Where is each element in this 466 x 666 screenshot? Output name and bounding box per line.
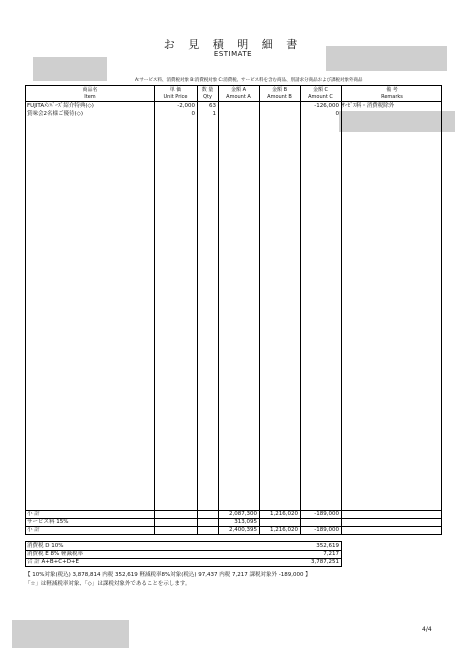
- document-subtitle: ESTIMATE: [213, 50, 253, 58]
- col-divider: [341, 86, 342, 534]
- col-header-unit-price: 単 価 Unit Price: [163, 87, 188, 100]
- col-divider: [300, 86, 301, 534]
- tax-value: 352,619: [316, 543, 339, 549]
- summary-amount-b: 1,216,020: [270, 511, 298, 517]
- row-unit-price: 0: [191, 111, 195, 117]
- row-qty: 63: [209, 103, 216, 109]
- col-header-item: 商品名 Item: [82, 87, 98, 100]
- col-divider: [197, 86, 198, 534]
- summary-label: 小 計: [27, 511, 40, 517]
- summary-label: 小 計: [27, 527, 40, 533]
- col-header-amount-c: 金額 C Amount C: [308, 87, 333, 100]
- row-item: FUJITAﾒﾝﾊﾞｰｽﾞ紹介特典(◇): [27, 103, 94, 109]
- row-remarks: ｻｰﾋﾞｽ料・消費税除外: [342, 103, 395, 109]
- total-label: 合 計 A+B+C+D+E: [27, 559, 80, 565]
- tax-breakdown-note: 【 10%対象(税込) 3,878,814 内税 352,619 軽減税率8%対象(税込) 97,437 内税 7,217 課税対象外 -189,000 】: [25, 572, 311, 578]
- col-divider: [154, 86, 155, 534]
- row-amount-c: -126,000: [314, 103, 339, 109]
- redacted-block-bottom-left: [12, 620, 129, 648]
- tax-summary-box: [25, 541, 342, 567]
- summary-amount-a: 2,087,300: [229, 511, 257, 517]
- summary-amount-c: -189,000: [314, 511, 339, 517]
- tax-value: 7,217: [323, 551, 339, 557]
- col-header-amount-a: 金額 A Amount A: [226, 87, 251, 100]
- col-header-remarks: 備 考 Remarks: [381, 87, 403, 100]
- summary-amount-a: 2,400,395: [229, 527, 257, 533]
- summary-amount-b: 1,216,020: [270, 527, 298, 533]
- tax-label: 消費税 E 8% 軽減税率: [27, 551, 83, 557]
- col-divider: [259, 86, 260, 534]
- redacted-block-top-left: [33, 57, 107, 81]
- col-header-amount-b: 金額 B Amount B: [267, 87, 292, 100]
- estimate-table: [25, 85, 442, 535]
- tax-legend: A:サービス料、消費税対象 B:消費税対象 C:消費税、サービス料を含む商品、別請求分商品および課税対象外商品: [135, 78, 363, 83]
- col-divider: [218, 86, 219, 534]
- page-number: 4/4: [422, 626, 432, 633]
- summary-amount-c: -189,000: [314, 527, 339, 533]
- row-item: 賞味会2名様ご優待(◇): [27, 111, 84, 117]
- summary-amount-a: 313,095: [234, 519, 257, 525]
- symbol-legend-note: 「☆」は軽減税率対象、「◇」は課税対象外であることを示します。: [25, 581, 191, 587]
- document-title: お 見 積 明 細 書: [163, 38, 303, 51]
- total-value: 3,787,251: [311, 559, 339, 565]
- row-amount-c: 0: [335, 111, 339, 117]
- row-unit-price: -2,000: [177, 103, 195, 109]
- row-qty: 1: [212, 111, 216, 117]
- tax-label: 消費税 D 10%: [27, 543, 64, 549]
- summary-label: サービス料 15%: [27, 519, 69, 525]
- col-header-qty: 数 量 Qty: [201, 87, 214, 100]
